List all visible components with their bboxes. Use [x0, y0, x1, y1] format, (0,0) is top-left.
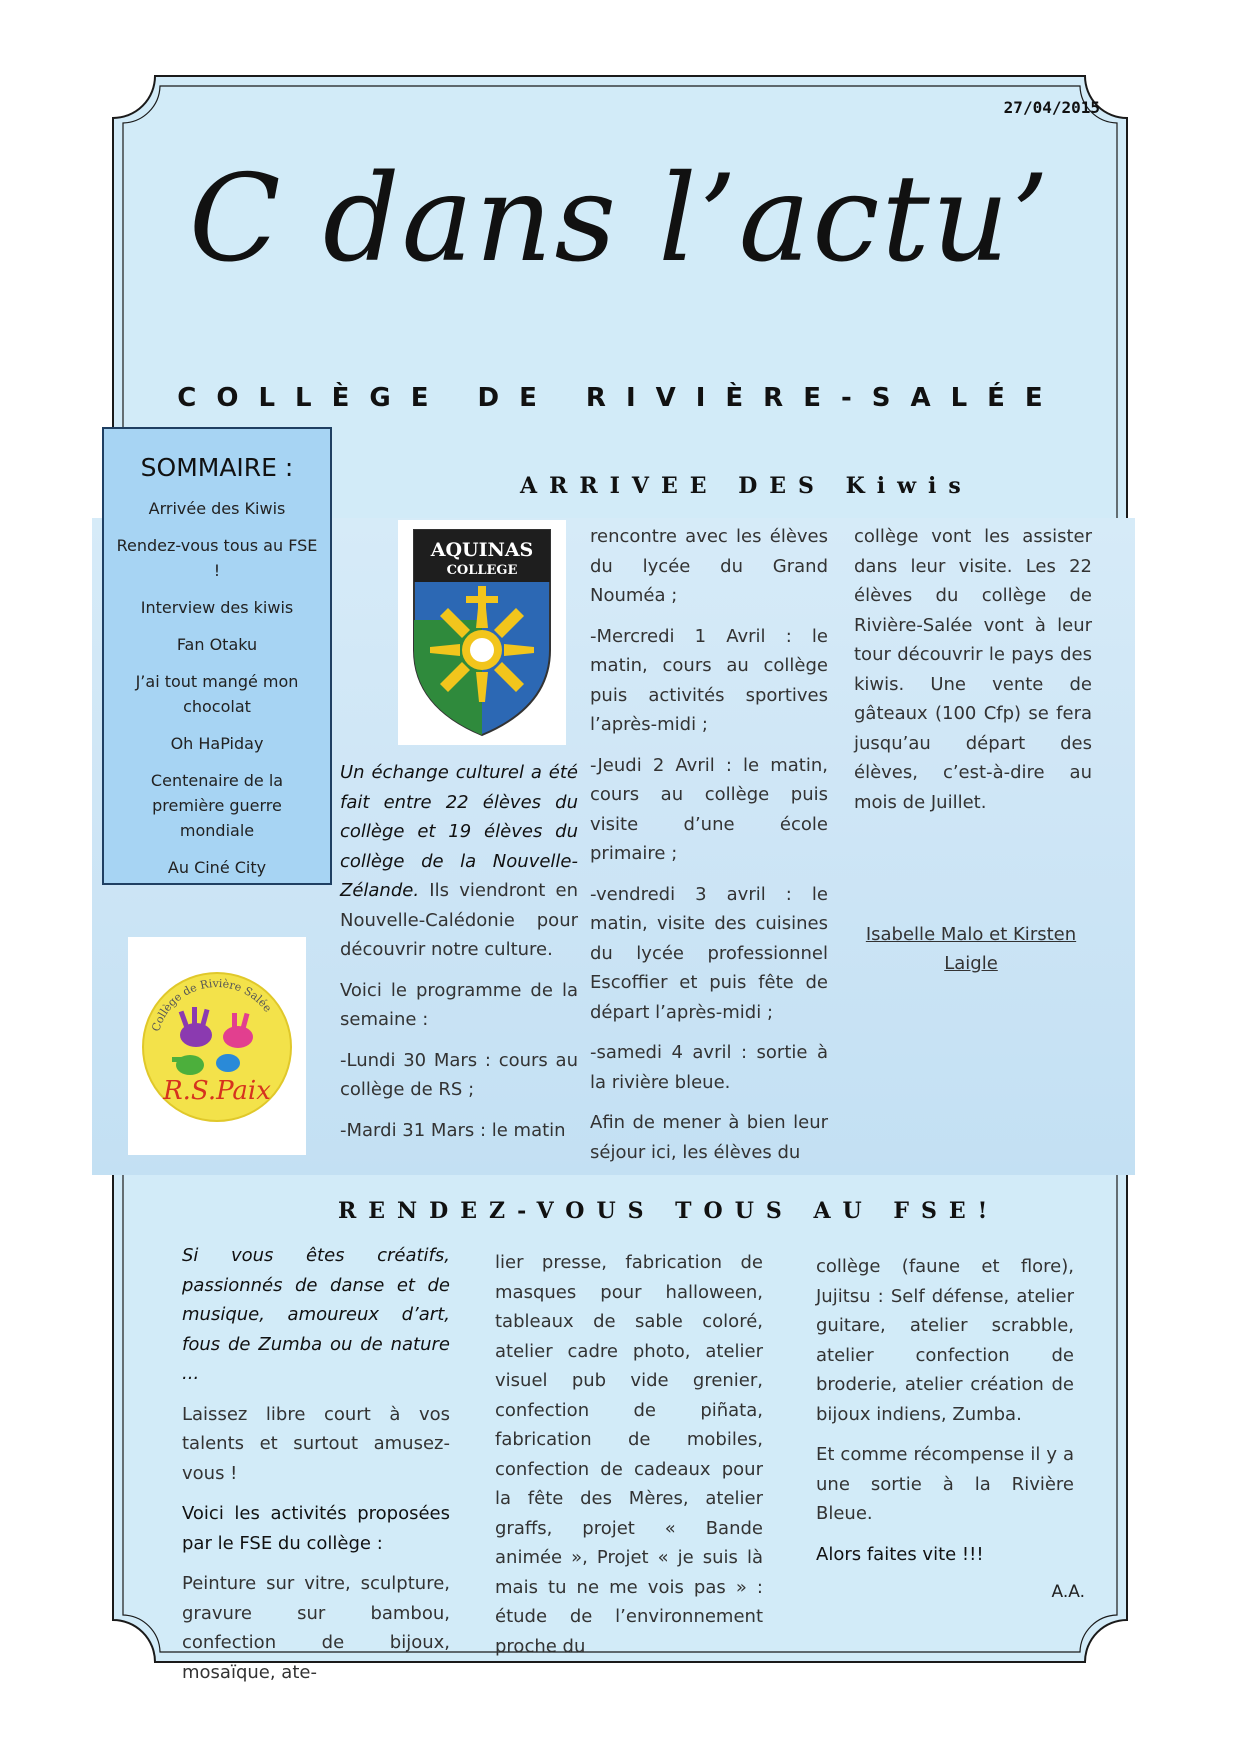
fse-activities-list: lier presse, fabrication de masques pour halloween, tableaux de sable coloré, atelier cadre photo, atelier visuel pub vide grenier, confection de piñata, fabrication de mobiles, confection de cadeaux pour la fête des Mères, atelier graffs, projet « Bande animée », Projet « je suis là mais tu ne me vois pas » : étude de l’environnement proche du [495, 1252, 763, 1657]
fse-intro: Si vous êtes créatifs, passionnés de danse et de musique, amoureux d’art, fous de Zumba ou de nature ... [182, 1245, 450, 1384]
sommaire-item: J’ai tout mangé mon chocolat [135, 672, 299, 716]
kiwis-assist-text: collège vont les assister dans leur visite. Les 22 élèves du collège de Rivière-Salée vont à leur tour découvrir le pays des kiwis. Une vente de gâteaux (100 Cfp) se fera jusqu’au départ des élèves, c’est-à-dire au mois de Juillet. [854, 526, 1092, 813]
kiwis-column-1 [340, 758, 578, 1156]
kiwis-column-3 [854, 522, 1092, 828]
kiwis-thursday: -Jeudi 2 Avril : le matin, cours au collège puis visite d’une école primaire ; [590, 754, 828, 864]
sommaire-list [104, 496, 330, 880]
fse-column-2 [495, 1248, 763, 1672]
aquinas-line2: COLLEGE [446, 563, 518, 578]
rs-paix-hands-icon [128, 937, 306, 1155]
sommaire-item: Arrivée des Kiwis [148, 499, 286, 518]
issue-date: 27/04/2015 [1003, 98, 1100, 117]
rs-paix-logo [128, 937, 306, 1155]
sommaire-title: SOMMAIRE : [140, 453, 294, 482]
kiwis-tuesday-cont: rencontre avec les élèves du lycée du Grand Nouméa ; [590, 526, 828, 606]
fse-signature: A.A. [1051, 1582, 1085, 1602]
kiwis-programme-intro: Voici le programme de la semaine : [340, 979, 578, 1030]
sommaire-item: Fan Otaku [176, 635, 258, 654]
aquinas-shield-icon [398, 520, 566, 745]
sommaire-item: Centenaire de la première guerre mondiale [150, 771, 284, 840]
sommaire-item: Au Ciné City [167, 858, 267, 877]
kiwis-column-2 [590, 522, 828, 1178]
fse-call-to-action: Alors faites vite !!! [816, 1543, 984, 1565]
masthead-title: C dans l’actu’ [188, 150, 1052, 289]
school-name: COLLÈGE DE RIVIÈRE-SALÉE [177, 383, 1063, 413]
sommaire-item: Oh HaPiday [170, 734, 264, 753]
fse-column-1 [182, 1241, 450, 1698]
fse-talents: Laissez libre court à vos talents et surtout amusez-vous ! [182, 1403, 450, 1484]
kiwis-intro: Un échange culturel a été fait entre 22 élèves du collège et 19 élèves du collège de la Nouvelle-Zélande. [340, 762, 578, 901]
aquinas-college-logo [398, 520, 566, 745]
rs-paix-name: R.S.Paix [163, 1076, 271, 1106]
article-kiwis-title: ARRIVEE DES Kiwis [520, 473, 973, 499]
sommaire-item: Interview des kiwis [140, 598, 294, 617]
aquinas-line1: AQUINAS [430, 539, 534, 561]
kiwis-wednesday: -Mercredi 1 Avril : le matin, cours au collège puis activités sportives l’après-midi ; [590, 625, 828, 735]
sommaire-box [102, 427, 332, 885]
fse-activities-intro: Voici les activités proposées par le FSE du collège : [182, 1503, 450, 1554]
rs-logo-arc-text: Collège de Rivière Salée [149, 976, 275, 1034]
kiwis-authors: Isabelle Malo et Kirsten Laigle [865, 924, 1077, 974]
kiwis-closing: Afin de mener à bien leur séjour ici, les élèves du [590, 1112, 828, 1163]
kiwis-friday: -vendredi 3 avril : le matin, visite des cuisines du lycée professionnel Escoffier et puis fête de départ l’après-midi ; [590, 883, 828, 1023]
kiwis-monday: -Lundi 30 Mars : cours au collège de RS ; [340, 1049, 578, 1100]
fse-activities-start: Peinture sur vitre, sculpture, gravure sur bambou, confection de bijoux, mosaïque, ate- [182, 1573, 450, 1683]
fse-reward: Et comme récompense il y a une sortie à la Rivière Bleue. [816, 1444, 1074, 1524]
sommaire-item: Rendez-vous tous au FSE ! [116, 536, 318, 580]
kiwis-saturday: -samedi 4 avril : sortie à la rivière bleue. [590, 1042, 828, 1093]
kiwis-tuesday: -Mardi 31 Mars : le matin [340, 1119, 566, 1141]
fse-activities-end: collège (faune et flore), Jujitsu : Self défense, atelier guitare, atelier scrabble, atelier confection de broderie, atelier création de bijoux indiens, Zumba. [816, 1256, 1074, 1425]
fse-column-3 [816, 1252, 1074, 1580]
kiwis-intro-rest: Ils viendront en Nouvelle-Calédonie pour découvrir notre culture. [340, 880, 578, 960]
article-fse-title: RENDEZ-VOUS TOUS AU FSE! [338, 1198, 1000, 1224]
